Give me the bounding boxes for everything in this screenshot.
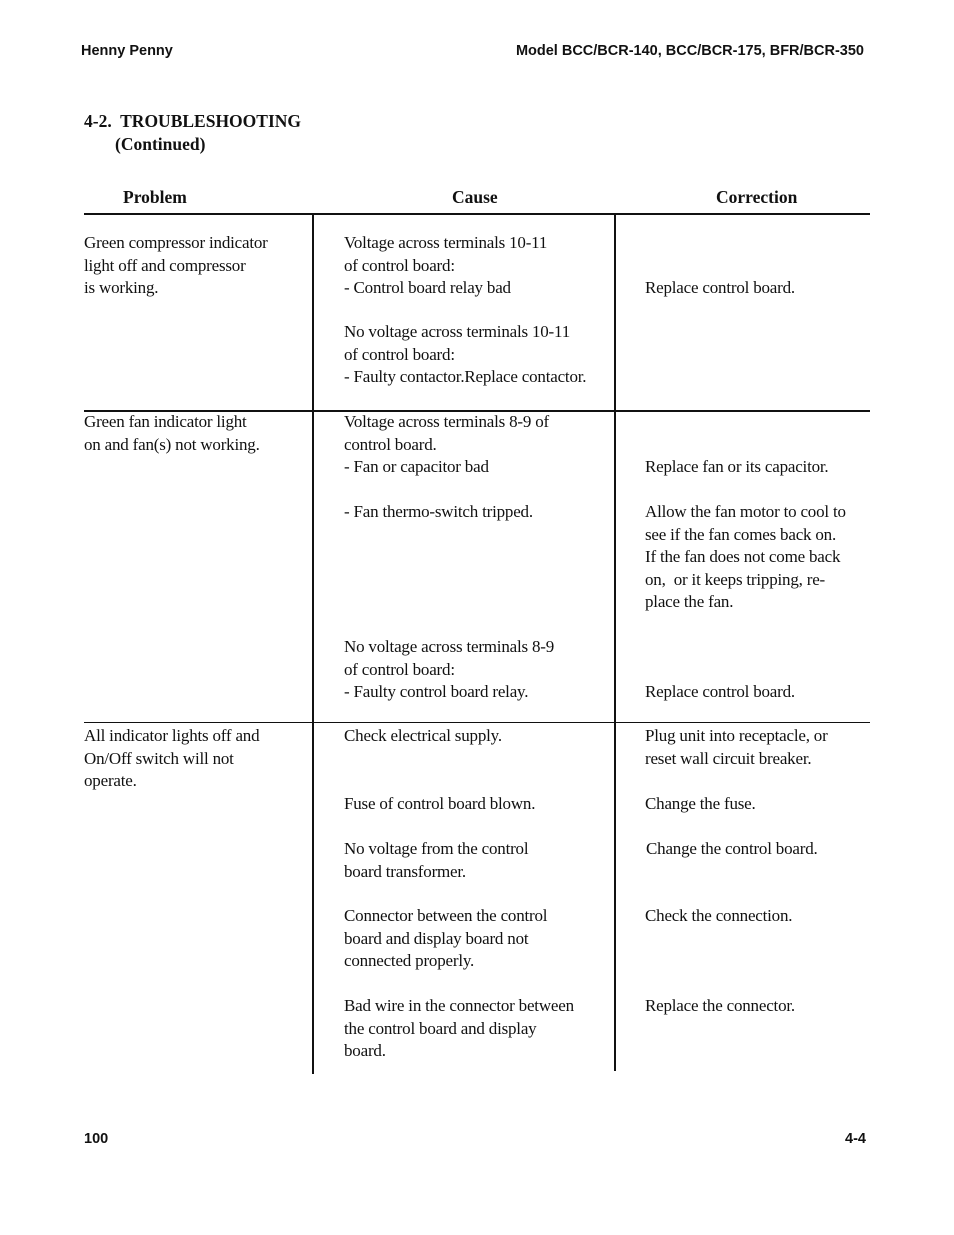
problem-cell: Green compressor indicator light off and compressor is working. (84, 233, 268, 297)
cause-cell: Check electrical supply. (344, 726, 502, 745)
cause-cell: - Fan thermo-switch tripped. (344, 502, 533, 521)
correction-cell: Replace the connector. (645, 996, 795, 1015)
column-header-correction: Correction (716, 187, 798, 207)
column-divider-right (614, 215, 616, 1071)
cause-cell: No voltage across terminals 8-9 of control board: - Faulty control board relay. (344, 637, 555, 701)
correction-cell: Replace control board. (645, 278, 795, 297)
section-heading (84, 110, 301, 155)
correction-cell: Allow the fan motor to cool to see if the fan comes back on. If the fan does not come back on, or it keeps tripping, re- place the fan. (645, 502, 846, 611)
cause-cell: Voltage across terminals 8-9 of control board. - Fan or capacitor bad (344, 412, 549, 476)
problem-cell: All indicator lights off and On/Off switch will not operate. (84, 726, 260, 790)
cause-cell: Bad wire in the connector between the control board and display board. (344, 996, 574, 1060)
correction-cell: Plug unit into receptacle, or reset wall circuit breaker. (645, 726, 828, 768)
footer-page-number: 100 (84, 1131, 109, 1147)
problem-cell: Green fan indicator light on and fan(s) not working. (84, 412, 260, 454)
cause-cell: No voltage from the control board transformer. (344, 839, 529, 881)
section-subtitle: (Continued) (115, 133, 206, 154)
correction-cell: Change the fuse. (645, 794, 756, 813)
cause-cell: Fuse of control board blown. (344, 794, 536, 813)
cause-cell: Connector between the control board and display board not connected properly. (344, 906, 548, 970)
row-divider (84, 722, 870, 723)
correction-cell: Replace fan or its capacitor. (645, 457, 829, 476)
correction-cell: Change the control board. (646, 839, 818, 858)
column-header-problem: Problem (123, 187, 187, 207)
cause-cell: No voltage across terminals 10-11 of control board: - Faulty contactor.Replace contactor. (344, 322, 587, 386)
footer-section-page: 4-4 (845, 1131, 866, 1147)
header-rule (84, 213, 870, 215)
cause-cell: Voltage across terminals 10-11 of control board: - Control board relay bad (344, 233, 548, 297)
correction-cell: Replace control board. (645, 682, 795, 701)
correction-cell: Check the connection. (645, 906, 793, 925)
column-header-cause: Cause (452, 187, 498, 207)
header-model: Model BCC/BCR-140, BCC/BCR-175, BFR/BCR-350 (515, 43, 864, 59)
column-divider-left (312, 215, 314, 1074)
section-title: 4-2. TROUBLESHOOTING (84, 111, 302, 131)
header-brand: Henny Penny (81, 43, 173, 59)
